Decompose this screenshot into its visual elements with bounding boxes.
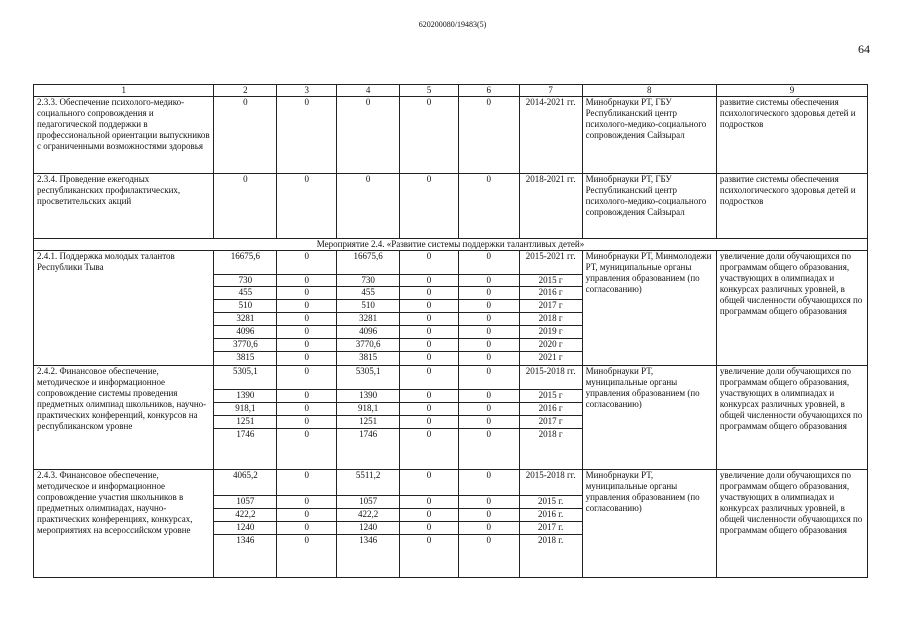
value-cell: 0: [277, 251, 337, 275]
value-cell: 0: [277, 174, 337, 239]
years-cell: 2016 г.: [519, 509, 582, 522]
header-cell: 6: [458, 85, 519, 97]
executor-cell: Минобрнауки РТ, ГБУ Республиканский центр психолого-медико-социального сопровождения Сайзырал: [582, 174, 716, 239]
header-cell: 5: [400, 85, 459, 97]
result-cell: развитие системы обеспечения психологического здоровья детей и подростков: [716, 97, 867, 174]
value-cell: 730: [214, 275, 277, 287]
value-cell: 1251: [214, 416, 277, 429]
value-cell: 0: [400, 416, 459, 429]
value-cell: 510: [214, 300, 277, 313]
value-cell: 0: [277, 496, 337, 509]
value-cell: 0: [458, 390, 519, 403]
activity-name: 2.4.1. Поддержка молодых талантов Республики Тыва: [34, 251, 214, 366]
header-cell: 3: [277, 85, 337, 97]
years-cell: 2017 г.: [519, 522, 582, 535]
value-cell: 0: [458, 275, 519, 287]
value-cell: 5511,2: [337, 470, 400, 496]
header-cell: 8: [582, 85, 716, 97]
value-cell: 0: [458, 326, 519, 339]
value-cell: 0: [400, 300, 459, 313]
value-cell: 1346: [214, 535, 277, 578]
value-cell: 0: [277, 522, 337, 535]
activity-name: 2.3.3. Обеспечение психолого-медико-социального сопровождения и педагогической поддержки в профессиональной ориентации выпускников с ограниченными возможностями здоровья: [34, 97, 214, 174]
value-cell: 0: [400, 326, 459, 339]
result-cell: развитие системы обеспечения психологического здоровья детей и подростков: [716, 174, 867, 239]
program-table: [33, 84, 868, 578]
header-cell: 1: [34, 85, 214, 97]
value-cell: 3815: [337, 352, 400, 366]
value-cell: 422,2: [337, 509, 400, 522]
years-cell: 2017 г: [519, 300, 582, 313]
value-cell: 918,1: [214, 403, 277, 416]
value-cell: 0: [277, 275, 337, 287]
value-cell: 0: [458, 429, 519, 470]
table-row: [34, 97, 868, 174]
activity-name: 2.4.3. Финансовое обеспечение, методическое и информационное сопровождение участия школьников в предметных олимпиадах, научно-практических конференциях, конкурсах, мероприятиях на всероссийском уровне: [34, 470, 214, 578]
value-cell: 4096: [214, 326, 277, 339]
value-cell: 5305,1: [337, 366, 400, 390]
executor-cell: Минобрнауки РТ, ГБУ Республиканский центр психолого-медико-социального сопровождения Сайзырал: [582, 97, 716, 174]
value-cell: 3770,6: [337, 339, 400, 352]
value-cell: 4096: [337, 326, 400, 339]
page-number: 64: [858, 42, 870, 56]
value-cell: 5305,1: [214, 366, 277, 390]
value-cell: 0: [214, 174, 277, 239]
section-row: [34, 239, 868, 251]
value-cell: 0: [458, 174, 519, 239]
years-cell: 2015 г.: [519, 496, 582, 509]
value-cell: 0: [400, 339, 459, 352]
value-cell: 0: [458, 352, 519, 366]
value-cell: 0: [458, 251, 519, 275]
table-row: [34, 470, 868, 496]
value-cell: 0: [277, 470, 337, 496]
value-cell: 0: [337, 97, 400, 174]
header-cell: 9: [716, 85, 867, 97]
value-cell: 0: [458, 403, 519, 416]
value-cell: 0: [400, 522, 459, 535]
value-cell: 3281: [214, 313, 277, 326]
value-cell: 0: [277, 509, 337, 522]
value-cell: 1746: [214, 429, 277, 470]
value-cell: 0: [337, 174, 400, 239]
value-cell: 1390: [337, 390, 400, 403]
value-cell: 0: [277, 429, 337, 470]
value-cell: 0: [458, 366, 519, 390]
result-cell: увеличение доли обучающихся по программам общего образования, участвующих в олимпиадах и конкурсах различных уровней, в общей численности обучающихся по программам общего образования: [716, 470, 867, 578]
years-cell: 2016 г: [519, 287, 582, 300]
executor-cell: Минобрнауки РТ, Минмолодежи РТ, муниципальные органы управления образованием (по согласованию): [582, 251, 716, 366]
header-cell: 7: [519, 85, 582, 97]
value-cell: 0: [458, 416, 519, 429]
value-cell: 0: [400, 97, 459, 174]
value-cell: 1057: [337, 496, 400, 509]
value-cell: 0: [277, 300, 337, 313]
section-title: Мероприятие 2.4. «Развитие системы поддержки талантливых детей»: [34, 239, 868, 251]
value-cell: 0: [214, 97, 277, 174]
table-row: [34, 366, 868, 390]
years-cell: 2018 г: [519, 313, 582, 326]
value-cell: 455: [214, 287, 277, 300]
value-cell: 0: [458, 509, 519, 522]
value-cell: 0: [458, 535, 519, 578]
value-cell: 0: [458, 496, 519, 509]
value-cell: 0: [458, 97, 519, 174]
value-cell: 0: [277, 339, 337, 352]
value-cell: 0: [458, 339, 519, 352]
years-cell: 2018 г.: [519, 535, 582, 578]
years-cell: 2018 г: [519, 429, 582, 470]
years-cell: 2015-2021 гг.: [519, 251, 582, 275]
executor-cell: Минобрнауки РТ, муниципальные органы управления образованием (по согласованию): [582, 366, 716, 470]
value-cell: 0: [400, 470, 459, 496]
value-cell: 0: [277, 97, 337, 174]
header-cell: 2: [214, 85, 277, 97]
document-id: 620200080/19483(5): [418, 20, 487, 29]
value-cell: 0: [400, 313, 459, 326]
table-row: [34, 251, 868, 275]
value-cell: 1057: [214, 496, 277, 509]
value-cell: 0: [400, 390, 459, 403]
value-cell: 0: [400, 496, 459, 509]
value-cell: 0: [400, 509, 459, 522]
value-cell: 16675,6: [337, 251, 400, 275]
value-cell: 0: [458, 470, 519, 496]
value-cell: 0: [400, 352, 459, 366]
years-cell: 2019 г: [519, 326, 582, 339]
header-cell: 4: [337, 85, 400, 97]
activity-name: 2.4.2. Финансовое обеспечение, методическое и информационное сопровождение системы проведения предметных олимпиад школьников, научно-практических конференций, конкурсов на республиканском уровне: [34, 366, 214, 470]
value-cell: 1746: [337, 429, 400, 470]
value-cell: 0: [400, 287, 459, 300]
value-cell: 0: [400, 251, 459, 275]
value-cell: 3815: [214, 352, 277, 366]
value-cell: 0: [458, 522, 519, 535]
value-cell: 1240: [214, 522, 277, 535]
years-cell: 2016 г: [519, 403, 582, 416]
value-cell: 0: [458, 287, 519, 300]
activity-name: 2.3.4. Проведение ежегодных республиканских профилактических, просветительских акций: [34, 174, 214, 239]
value-cell: 3770,6: [214, 339, 277, 352]
value-cell: 1240: [337, 522, 400, 535]
years-cell: 2015 г: [519, 275, 582, 287]
value-cell: 0: [400, 403, 459, 416]
years-cell: 2017 г: [519, 416, 582, 429]
value-cell: 1251: [337, 416, 400, 429]
value-cell: 0: [277, 287, 337, 300]
result-cell: увеличение доли обучающихся по программам общего образования, участвующих в олимпиадах и конкурсах различных уровней, в общей численности обучающихся по программам общего образования: [716, 251, 867, 366]
value-cell: 0: [277, 416, 337, 429]
value-cell: 422,2: [214, 509, 277, 522]
value-cell: 1346: [337, 535, 400, 578]
years-cell: 2015 г: [519, 390, 582, 403]
value-cell: 0: [458, 313, 519, 326]
value-cell: 0: [400, 535, 459, 578]
value-cell: 0: [277, 326, 337, 339]
value-cell: 3281: [337, 313, 400, 326]
value-cell: 0: [458, 300, 519, 313]
years-cell: 2015-2018 гг.: [519, 470, 582, 496]
value-cell: 0: [277, 403, 337, 416]
value-cell: 730: [337, 275, 400, 287]
value-cell: 0: [400, 174, 459, 239]
years-cell: 2014-2021 гг.: [519, 97, 582, 174]
table-row: [34, 174, 868, 239]
value-cell: 16675,6: [214, 251, 277, 275]
value-cell: 0: [400, 366, 459, 390]
value-cell: 4065,2: [214, 470, 277, 496]
value-cell: 1390: [214, 390, 277, 403]
value-cell: 455: [337, 287, 400, 300]
value-cell: 510: [337, 300, 400, 313]
result-cell: увеличение доли обучающихся по программам общего образования, участвующих в олимпиадах и конкурсах различных уровней, в общей численности обучающихся по программам общего образования: [716, 366, 867, 470]
value-cell: 918,1: [337, 403, 400, 416]
value-cell: 0: [400, 429, 459, 470]
value-cell: 0: [277, 352, 337, 366]
value-cell: 0: [400, 275, 459, 287]
years-cell: 2018-2021 гг.: [519, 174, 582, 239]
value-cell: 0: [277, 366, 337, 390]
value-cell: 0: [277, 535, 337, 578]
years-cell: 2015-2018 гг.: [519, 366, 582, 390]
header-row: [34, 85, 868, 97]
value-cell: 0: [277, 313, 337, 326]
executor-cell: Минобрнауки РТ, муниципальные органы управления образованием (по согласованию): [582, 470, 716, 578]
years-cell: 2021 г: [519, 352, 582, 366]
value-cell: 0: [277, 390, 337, 403]
years-cell: 2020 г: [519, 339, 582, 352]
